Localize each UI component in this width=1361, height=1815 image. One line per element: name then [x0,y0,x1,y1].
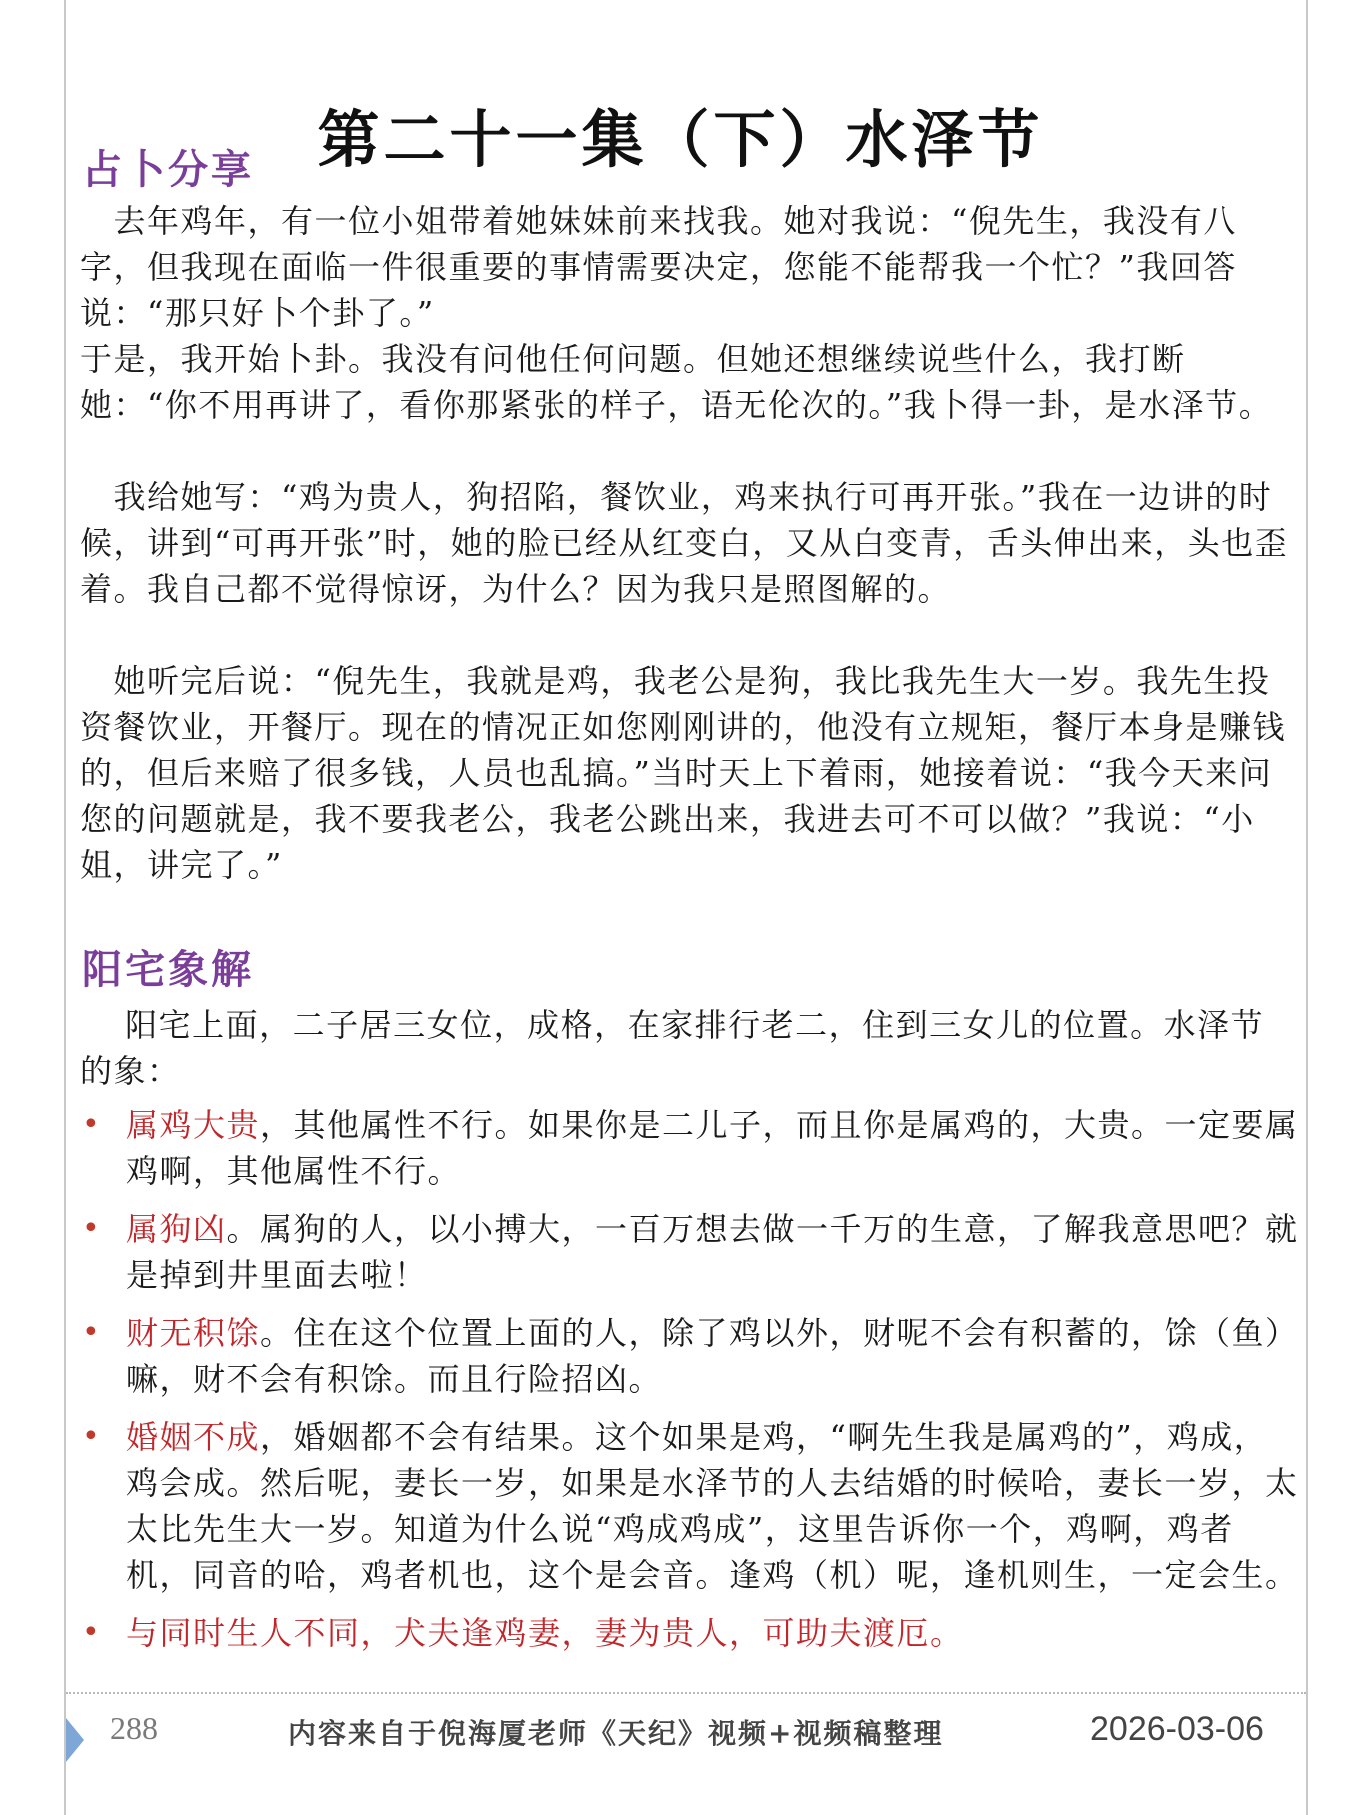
footer-date: 2026-03-06 [1090,1710,1264,1748]
bullet-icon: • [82,1615,102,1650]
paragraph-2: 于是，我开始卜卦。我没有问他任何问题。但她还想继续说些什么，我打断她：“你不用再讲了，看你那紧张的样子，语无伦次的。”我卜得一卦，是水泽节。 [80,340,1273,424]
bullet-icon: • [82,1419,102,1454]
paragraph-4: 她听完后说：“倪先生，我就是鸡，我老公是狗，我比我先生大一岁。我先生投资餐饮业，开餐厅。现在的情况正如您刚刚讲的，他没有立规矩，餐厅本身是赚钱的，但后来赔了很多钱，人员也乱搞。”当时天上下着雨，她接着说：“我今天来问您的问题就是，我不要我老公，我老公跳出来，我进去可不可以做？”我说：“小姐，讲完了。” [80,662,1287,884]
page-border-left [64,0,66,1815]
bullet-highlight: 婚姻不成 [126,1418,261,1456]
list-item [80,1102,1300,1194]
page-number: 288 [110,1710,158,1746]
list-item [80,1310,1300,1402]
section-heading-divination: 占卜分享 [82,146,254,193]
bullet-text: ，其他属性不行。如果你是二儿子，而且你是属鸡的，大贵。一定要属鸡啊，其他属性不行。 [126,1106,1299,1190]
list-item [80,1414,1300,1598]
bullet-icon: • [82,1211,102,1246]
bullet-icon: • [82,1107,102,1142]
bullet-icon: • [82,1315,102,1350]
footer-source: 内容来自于倪海厦老师《天纪》视频+视频稿整理 [288,1717,944,1750]
bullet-text: ，婚姻都不会有结果。这个如果是鸡，“啊先生我是属鸡的”，鸡成，鸡会成。然后呢，妻长一岁，如果是水泽节的人去结婚的时候哈，妻长一岁，太太比先生大一岁。知道为什么说“鸡成鸡成”，这里告诉你一个，鸡啊，鸡者机，同音的哈，鸡者机也，这个是会音。逢鸡（机）呢，逢机则生，一定会生。 [126,1418,1299,1594]
list-item [80,1610,1300,1656]
bullet-text: 。属狗的人，以小搏大，一百万想去做一千万的生意，了解我意思吧？就是掉到井里面去啦！ [126,1210,1299,1294]
paragraph-3: 我给她写：“鸡为贵人，狗招陷，餐饮业，鸡来执行可再开张。”我在一边讲的时候，讲到“可再开张”时，她的脸已经从红变白，又从白变青，舌头伸出来，头也歪着。我自己都不觉得惊讶，为什么？因为我只是照图解的。 [80,478,1289,608]
bullet-highlight: 与同时生人不同，犬夫逢鸡妻，妻为贵人，可助夫渡厄。 [126,1614,964,1652]
triangle-right-icon [66,1718,84,1762]
bullet-highlight: 财无积馀 [126,1314,261,1352]
house-intro: 阳宅上面，二子居三女位，成格，在家排行老二，住到三女儿的位置。水泽节的象： [80,1006,1265,1090]
bullet-text: 。住在这个位置上面的人，除了鸡以外，财呢不会有积蓄的，馀（鱼）嘛，财不会有积馀。而且行险招凶。 [126,1314,1299,1398]
bullet-highlight: 属狗凶 [126,1210,227,1248]
bullet-list [80,1102,1300,1668]
section-heading-house: 阳宅象解 [82,946,254,993]
list-item [80,1206,1300,1298]
bullet-highlight: 属鸡大贵 [126,1106,261,1144]
page-title: 第二十一集（下）水泽节 [317,103,1044,176]
paragraph-1: 去年鸡年，有一位小姐带着她妹妹前来找我。她对我说：“倪先生，我没有八字，但我现在面临一件很重要的事情需要决定，您能不能帮我一个忙？”我回答说：“那只好卜个卦了。” [80,202,1237,332]
footer-divider [66,1692,1306,1694]
page-border-right [1306,0,1308,1815]
